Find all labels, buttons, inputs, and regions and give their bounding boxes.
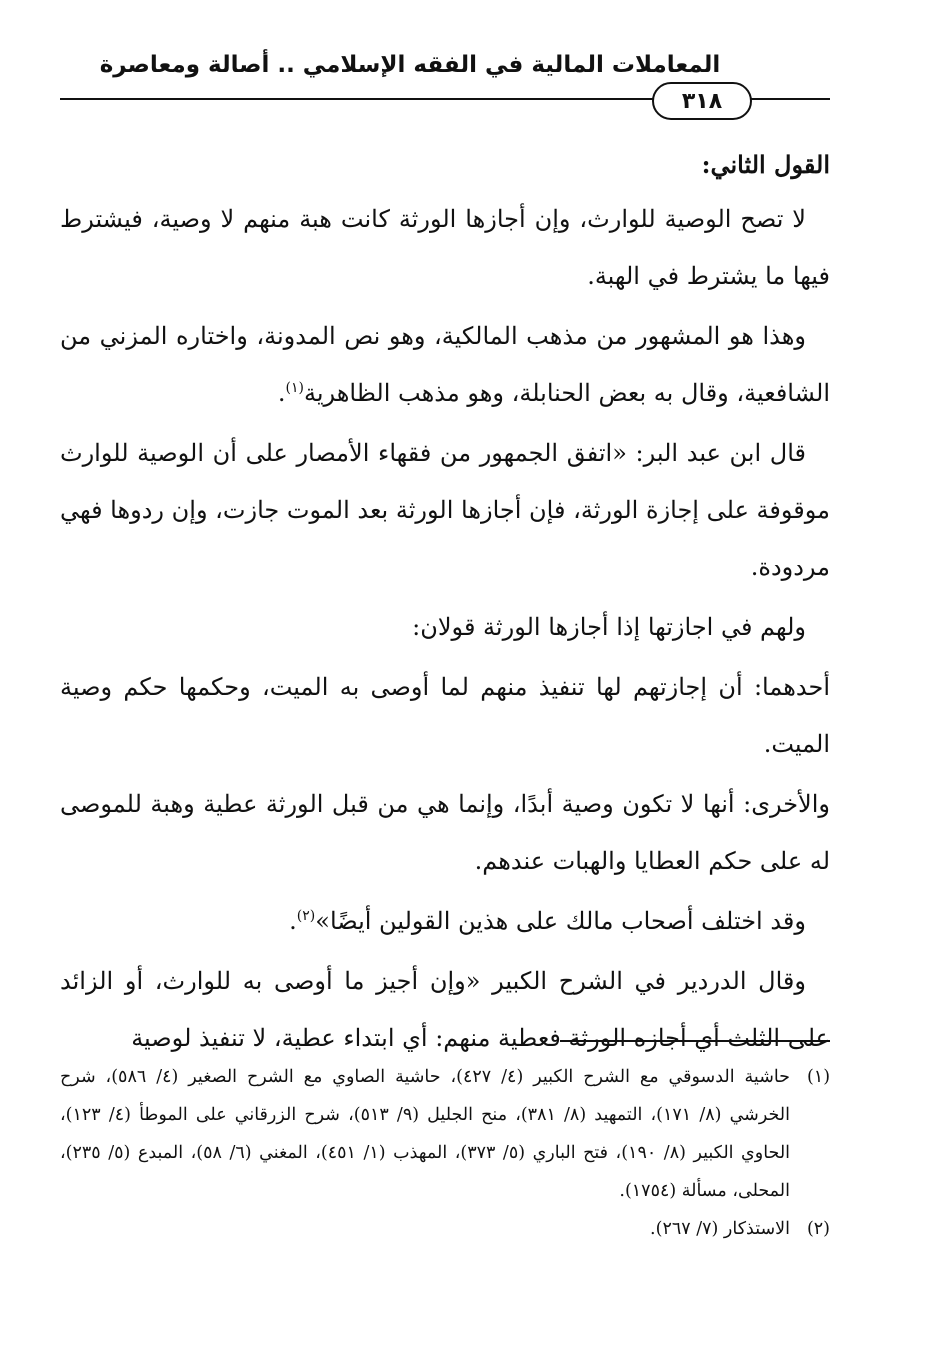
running-title: المعاملات المالية في الفقه الإسلامي .. أصالة ومعاصرة <box>99 52 721 78</box>
footnote-text: الاستذكار (٧/ ٢٦٧). <box>650 1219 790 1239</box>
footnote-number: (١) <box>806 1067 831 1087</box>
page-number-badge <box>652 82 752 120</box>
footnote-number: (٢) <box>806 1219 830 1239</box>
page-number: ٣١٨ <box>681 88 723 114</box>
footnotes <box>60 1058 830 1248</box>
paragraph: والأخرى: أنها لا تكون وصية أبدًا، وإنما هي من قبل الورثة عطية وهبة للموصى له على حكم العطايا والهبات عندهم. <box>60 790 830 875</box>
footnote <box>60 1058 830 1210</box>
body-text <box>60 142 830 1070</box>
section-heading: القول الثاني: <box>701 150 830 179</box>
paragraph: أحدهما: أن إجازتهم لها تنفيذ منهم لما أوصى به الميت، وحكمها حكم وصية الميت. <box>60 673 830 758</box>
paragraph: قال ابن عبد البر: «اتفق الجمهور من فقهاء الأمصار على أن الوصية للوارث موقوفة على إجازة الورثة، فإن أجازها الورثة بعد الموت جازت، وإن ردوها فهي مردودة. <box>60 439 830 581</box>
paragraph: لا تصح الوصية للوارث، وإن أجازها الورثة كانت هبة منهم لا وصية، فيشترط فيها ما يشترط في الهبة. <box>60 205 830 290</box>
footnote-text: حاشية الدسوقي مع الشرح الكبير (٤/ ٤٢٧)، حاشية الصاوي مع الشرح الصغير (٤/ ٥٨٦)، شرح الخرشي (٨/ ١٧١)، التمهيد (٨/ ٣٨١)، منح الجليل (٩/ ٥١٣)، شرح الزرقاني على الموطأ (٤/ ١٢٣)، الحاوي الكبير (٨/ ١٩٠)، فتح الباري (٥/ ٣٧٣)، المهذب (١/ ٤٥١)، المغني (٦/ ٥٨)، المبدع (٥/ ٢٣٥)، المحلى، مسألة (١٧٥٤). <box>60 1067 791 1201</box>
footnote-ref[interactable]: (١) <box>285 380 304 396</box>
footnote <box>60 1210 830 1248</box>
footnote-ref[interactable]: (٢) <box>296 908 316 924</box>
paragraph: ولهم في اجازتها إذا أجازها الورثة قولان: <box>412 613 806 641</box>
paragraph: وقال الدردير في الشرح الكبير «وإن أجيز ما أوصى به للوارث، أو الزائد على الثلث أي أجازه الورثة فعطية منهم: أي ابتداء عطية، لا تنفيذ لوصية <box>60 967 830 1052</box>
paragraph: وقد اختلف أصحاب مالك على هذين القولين أيضًا»$^{(٢)}$. <box>289 907 806 935</box>
paragraph: وهذا هو المشهور من مذهب المالكية، وهو نص المدونة، واختاره المزني من الشافعية، وقال به بعض الحنابلة، وهو مذهب الظاهرية$^{(١)}$. <box>60 322 830 407</box>
footnote-separator <box>560 1040 830 1042</box>
